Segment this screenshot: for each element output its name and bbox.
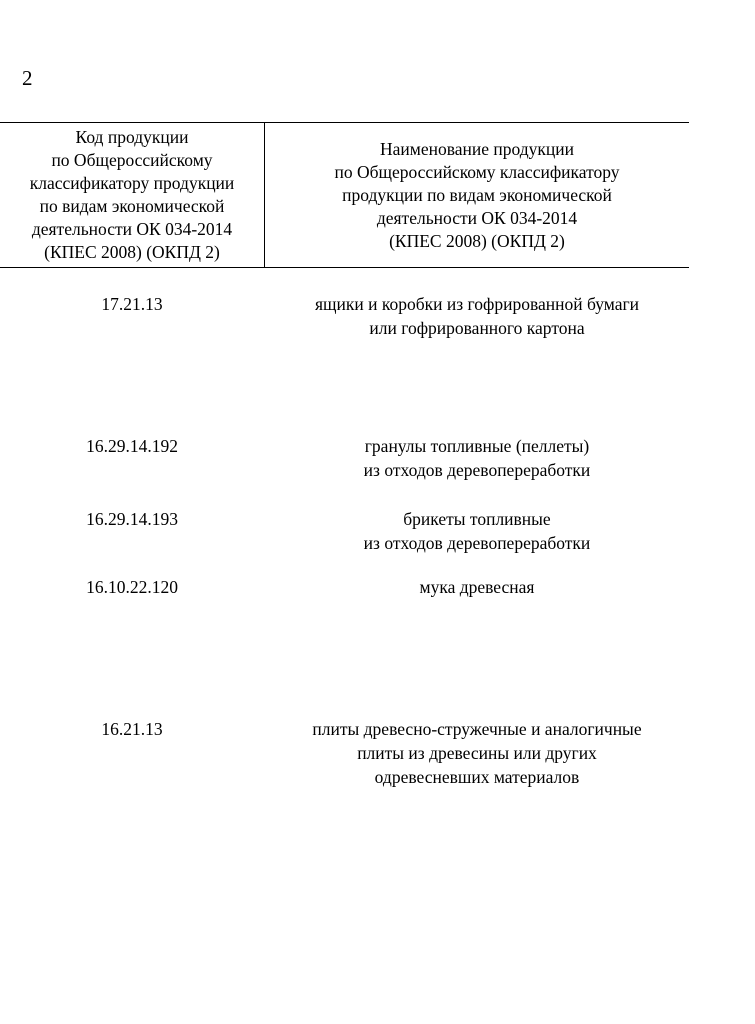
table-header [0, 122, 689, 268]
product-code: 16.21.13 [101, 719, 163, 739]
product-code: 17.21.13 [101, 294, 163, 314]
header-name-column: Наименование продукции по Общероссийскому классификатору продукции по видам экономической деятельности ОК 034-2014 (КПЕС 2008) (ОКПД 2) [334, 138, 620, 251]
product-name: мука древесная [419, 577, 535, 597]
header-code-column: Код продукции по Общероссийскому классификатору продукции по видам экономической деятельности ОК 034-2014 (КПЕС 2008) (ОКПД 2) [29, 127, 235, 262]
product-name: плиты древесно-стружечные и аналогичные плиты из древесины или других одревесневших материалов [312, 719, 642, 787]
product-code: 16.29.14.192 [86, 436, 178, 456]
product-name: ящики и коробки из гофрированной бумаги или гофрированного картона [314, 294, 640, 338]
page-number: 2 [22, 66, 33, 90]
product-name: брикеты топливные из отходов деревопереработки [363, 509, 591, 553]
product-name: гранулы топливные (пеллеты) из отходов деревопереработки [363, 436, 591, 480]
product-code: 16.10.22.120 [86, 577, 178, 597]
product-code: 16.29.14.193 [86, 509, 178, 529]
